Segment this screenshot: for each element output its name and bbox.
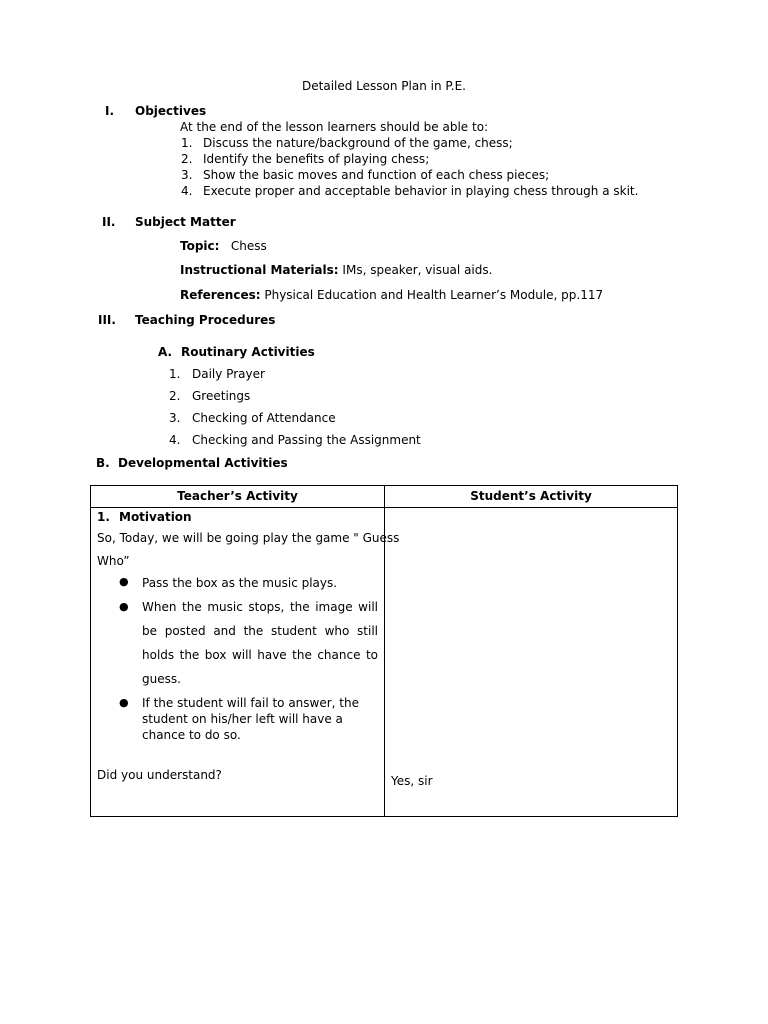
- bullet-text-line: chance to do so.: [142, 728, 241, 742]
- objectives-numeral: I.: [105, 104, 115, 118]
- procedures-numeral: III.: [98, 313, 116, 327]
- routinary-number: 2.: [169, 389, 181, 403]
- table-header-divider: [91, 507, 677, 508]
- routinary-number: 4.: [169, 433, 181, 447]
- bullet-text-line: If the student will fail to answer, the: [142, 696, 359, 710]
- routinary-item: Checking of Attendance: [192, 411, 336, 425]
- subject-matter-heading: Subject Matter: [135, 215, 236, 229]
- bullet-text-line: student on his/her left will have a: [142, 712, 343, 726]
- materials-value: IMs, speaker, visual aids.: [342, 263, 493, 277]
- bullet-icon: ●: [119, 600, 129, 613]
- bullet-text-line: guess.: [142, 672, 181, 686]
- bullet-text-line: holds the box will have the chance to: [142, 648, 378, 662]
- routinary-item: Checking and Passing the Assignment: [192, 433, 421, 447]
- procedures-heading: Teaching Procedures: [135, 313, 276, 327]
- topic-value: Chess: [230, 239, 267, 253]
- student-answer: Yes, sir: [391, 774, 433, 788]
- student-activity-header: Student’s Activity: [470, 489, 592, 503]
- routinary-letter: A.: [158, 345, 173, 359]
- subject-matter-numeral: II.: [102, 215, 116, 229]
- activity-table: [90, 485, 678, 817]
- teacher-question: Did you understand?: [97, 768, 222, 782]
- objectives-heading: Objectives: [135, 104, 207, 118]
- bullet-text-line: be posted and the student who still: [142, 624, 378, 638]
- developmental-heading: Developmental Activities: [118, 456, 288, 470]
- document-title: Detailed Lesson Plan in P.E.: [302, 79, 466, 93]
- objective-number: 3.: [181, 168, 193, 182]
- motivation-intro-line: Who”: [97, 554, 130, 568]
- objective-number: 2.: [181, 152, 193, 166]
- objective-text: Execute proper and acceptable behavior in playing chess through a skit.: [203, 184, 639, 198]
- teacher-activity-header: Teacher’s Activity: [177, 489, 298, 503]
- materials-line: [180, 262, 492, 278]
- objective-text: Identify the benefits of playing chess;: [203, 152, 430, 166]
- references-value: Physical Education and Health Learner’s Module, pp.117: [264, 288, 604, 302]
- objective-number: 4.: [181, 184, 193, 198]
- topic-label: Topic:: [180, 239, 220, 253]
- objective-text: Discuss the nature/background of the game, chess;: [203, 136, 513, 150]
- objective-text: Show the basic moves and function of each chess pieces;: [203, 168, 550, 182]
- routinary-item: Daily Prayer: [192, 367, 265, 381]
- routinary-number: 1.: [169, 367, 181, 381]
- routinary-heading: Routinary Activities: [181, 345, 315, 359]
- materials-label: Instructional Materials:: [180, 263, 339, 277]
- routinary-item: Greetings: [192, 389, 251, 403]
- motivation-number: 1.: [97, 510, 110, 524]
- objectives-intro: At the end of the lesson learners should be able to:: [180, 120, 489, 134]
- bullet-icon: ●: [119, 575, 129, 588]
- topic-line: [180, 238, 267, 254]
- developmental-letter: B.: [96, 456, 110, 470]
- motivation-intro-line: So, Today, we will be going play the game " Guess: [97, 531, 400, 545]
- objective-number: 1.: [181, 136, 193, 150]
- bullet-icon: ●: [119, 696, 129, 709]
- references-line: [180, 287, 603, 303]
- references-label: References:: [180, 288, 261, 302]
- bullet-text-line: When the music stops, the image will: [142, 600, 378, 614]
- routinary-number: 3.: [169, 411, 181, 425]
- motivation-heading: Motivation: [119, 510, 192, 524]
- bullet-text: Pass the box as the music plays.: [142, 576, 338, 590]
